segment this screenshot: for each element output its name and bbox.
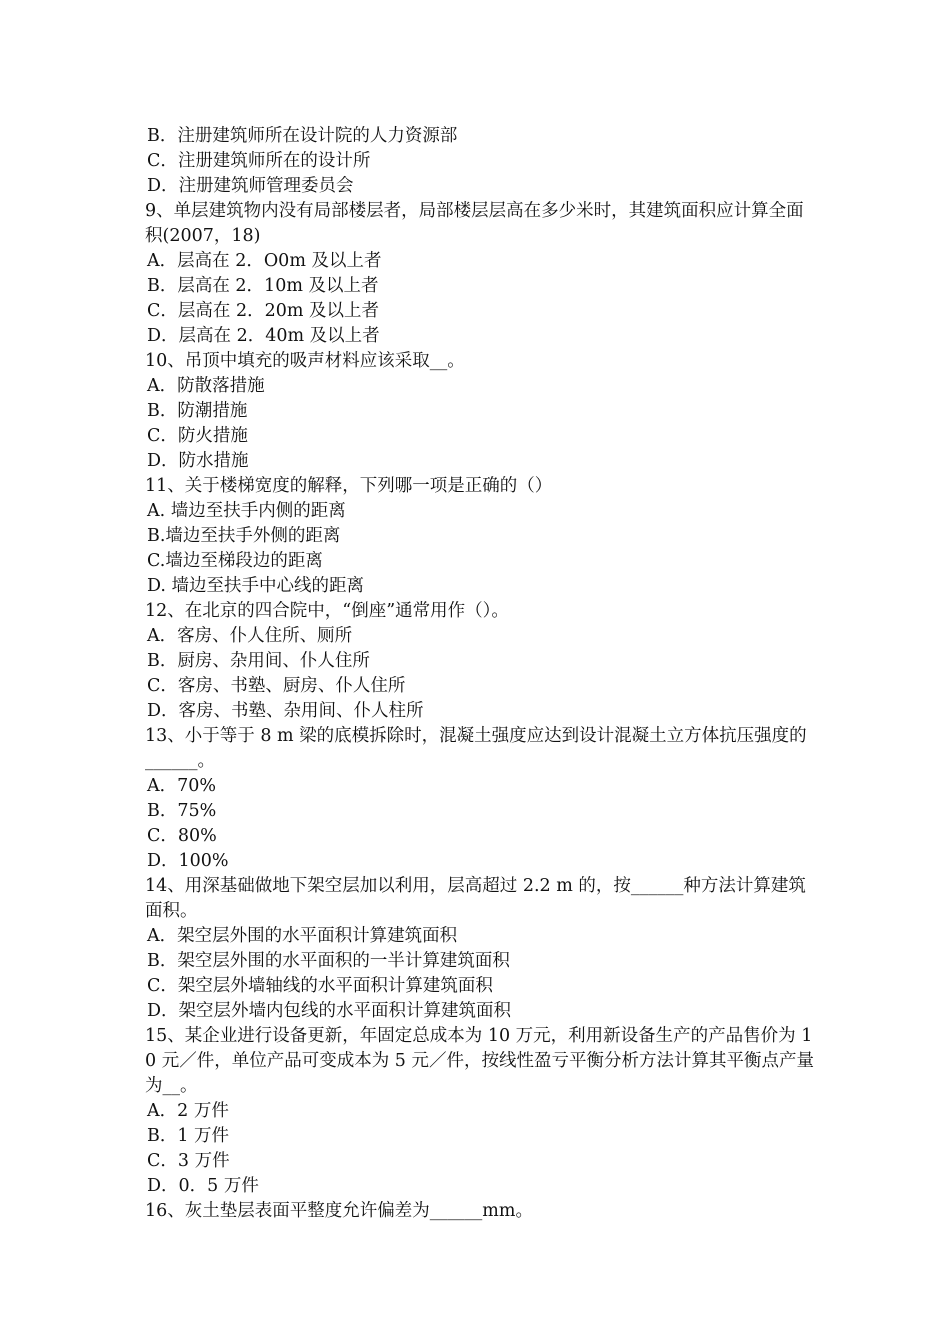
question-9-option-b: B．层高在 2．10m 及以上者 [147,276,379,296]
question-15-option-b: B．1 万件 [147,1126,230,1146]
question-12-option-a: A．客房、仆人住所、厕所 [147,626,353,646]
question-13-option-d: D．100% [147,851,229,871]
question-10-option-b: B．防潮措施 [147,401,248,421]
question-13-option-c: C．80% [147,826,217,846]
question-10-option-a: A．防散落措施 [147,376,265,396]
question-9: 9、单层建筑物内没有局部楼层者，局部楼层层高在多少米时，其建筑面积应计算全面积(2007，18) [145,201,804,246]
question-14-option-a: A．架空层外围的水平面积计算建筑面积 [147,926,458,946]
question-13-option-a: A．70% [147,776,217,796]
question-10: 10、吊顶中填充的吸声材料应该采取__。 [145,351,465,371]
question-15-option-a: A．2 万件 [147,1101,229,1121]
question-10-option-d: D．防水措施 [147,451,249,471]
question-14-option-d: D．架空层外墙内包线的水平面积计算建筑面积 [147,1001,512,1021]
question-9-option-a: A．层高在 2．O0m 及以上者 [147,251,382,271]
question-15-option-d: D．0．5 万件 [147,1176,259,1196]
question-9-option-c: C．层高在 2．20m 及以上者 [147,301,380,321]
option-d-prev: D．注册建筑师管理委员会 [147,176,354,196]
question-12: 12、在北京的四合院中，“倒座”通常用作（）。 [145,601,509,621]
question-12-option-c: C．客房、书塾、厨房、仆人住所 [147,676,406,696]
question-15: 15、某企业进行设备更新，年固定总成本为 10 万元，利用新设备生产的产品售价为 10 元／件，单位产品可变成本为 5 元／件，按线性盈亏平衡分析方法计算其平衡点产量为__。 [145,1026,814,1096]
question-11-option-a: A. 墙边至扶手内侧的距离 [147,501,346,521]
question-11-option-c: C.墙边至梯段边的距离 [147,551,323,571]
option-9b-prev: B．注册建筑师所在设计院的人力资源部 [147,126,458,146]
question-11: 11、关于楼梯宽度的解释，下列哪一项是正确的（） [145,476,553,496]
question-11-option-d: D. 墙边至扶手中心线的距离 [147,576,365,596]
question-9-option-d: D．层高在 2．40m 及以上者 [147,326,380,346]
question-13-option-b: B．75% [147,801,217,821]
question-14-option-b: B．架空层外围的水平面积的一半计算建筑面积 [147,951,510,971]
option-c-prev: C．注册建筑师所在的设计所 [147,151,371,171]
question-11-option-b: B.墙边至扶手外侧的距离 [147,526,341,546]
question-13: 13、小于等于 8 m 梁的底模拆除时，混凝土强度应达到设计混凝土立方体抗压强度的______。 [145,726,807,771]
question-16: 16、灰土垫层表面平整度允许偏差为______mm。 [145,1201,533,1221]
question-12-option-b: B．厨房、杂用间、仆人住所 [147,651,370,671]
question-10-option-c: C．防火措施 [147,426,248,446]
question-14: 14、用深基础做地下架空层加以利用，层高超过 2.2 m 的，按______种方法计算建筑面积。 [145,876,806,921]
question-12-option-d: D．客房、书塾、杂用间、仆人柱所 [147,701,424,721]
document-page [145,124,815,1224]
question-15-option-c: C．3 万件 [147,1151,230,1171]
question-14-option-c: C．架空层外墙轴线的水平面积计算建筑面积 [147,976,493,996]
